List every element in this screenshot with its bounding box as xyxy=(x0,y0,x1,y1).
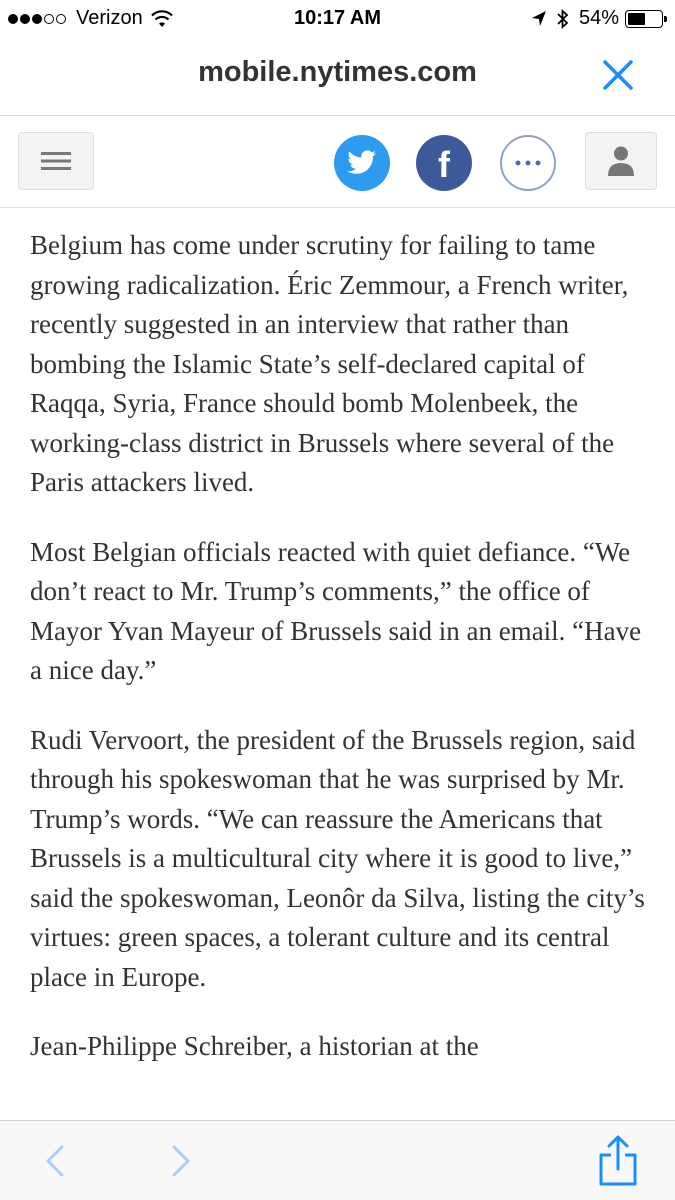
menu-button[interactable] xyxy=(18,132,94,190)
article-paragraph: Jean-Philippe Schreiber, a historian at the xyxy=(30,1031,479,1061)
url-display[interactable]: mobile.nytimes.com xyxy=(198,56,477,88)
share-icon[interactable] xyxy=(596,1135,640,1187)
status-bar xyxy=(0,0,675,38)
article-viewport[interactable] xyxy=(0,208,675,1120)
location-arrow-icon xyxy=(531,10,547,28)
battery-icon xyxy=(625,10,663,28)
article-body xyxy=(30,226,650,1097)
more-dots-icon xyxy=(513,159,543,167)
user-icon xyxy=(607,145,635,177)
url-bar xyxy=(0,38,675,116)
article-paragraph: Rudi Vervoort, the president of the Brussels region, said through his spokeswoman that he was surprised by Mr. Trump’s words. “We can reassure the Americans that Brussels is a multicultural city where it is good to live,” said the spokeswoman, Leonôr da Silva, listing the city’s virtues: green spaces, a tolerant culture and its central place in Europe. xyxy=(30,724,645,992)
facebook-icon: f xyxy=(438,144,450,185)
article-paragraph: Belgium has come under scrutiny for failing to tame growing radicalization. Éric Zemmour, a French writer, recently suggested in an interview that rather than bombing the Islamic State’s self-declared capital of Raqqa, Syria, France should bomb Molenbeek, the working-class district in Brussels where several of the Paris attackers lived. xyxy=(30,230,629,497)
chevron-left-icon[interactable] xyxy=(40,1141,70,1181)
share-twitter-button[interactable] xyxy=(334,135,390,191)
carrier-name: Verizon xyxy=(76,7,143,29)
chevron-right-icon[interactable] xyxy=(166,1141,196,1181)
battery-level xyxy=(628,13,645,25)
battery-percent: 54% xyxy=(578,7,619,29)
article-toolbar xyxy=(0,116,675,208)
bluetooth-icon xyxy=(557,9,569,29)
browser-bottom-bar xyxy=(0,1120,675,1200)
clock: 10:17 AM xyxy=(293,7,382,29)
account-button[interactable] xyxy=(585,132,657,190)
twitter-icon xyxy=(347,150,377,176)
more-share-options-button[interactable] xyxy=(500,135,556,191)
hamburger-menu-icon xyxy=(41,150,71,172)
article-paragraph: Most Belgian officials reacted with quiet defiance. “We don’t react to Mr. Trump’s comments,” the office of Mayor Yvan Mayeur of Brussels said in an email. “Have a nice day.” xyxy=(30,536,642,685)
close-icon[interactable] xyxy=(601,58,635,92)
status-right xyxy=(531,7,663,30)
share-facebook-button[interactable] xyxy=(416,135,472,191)
